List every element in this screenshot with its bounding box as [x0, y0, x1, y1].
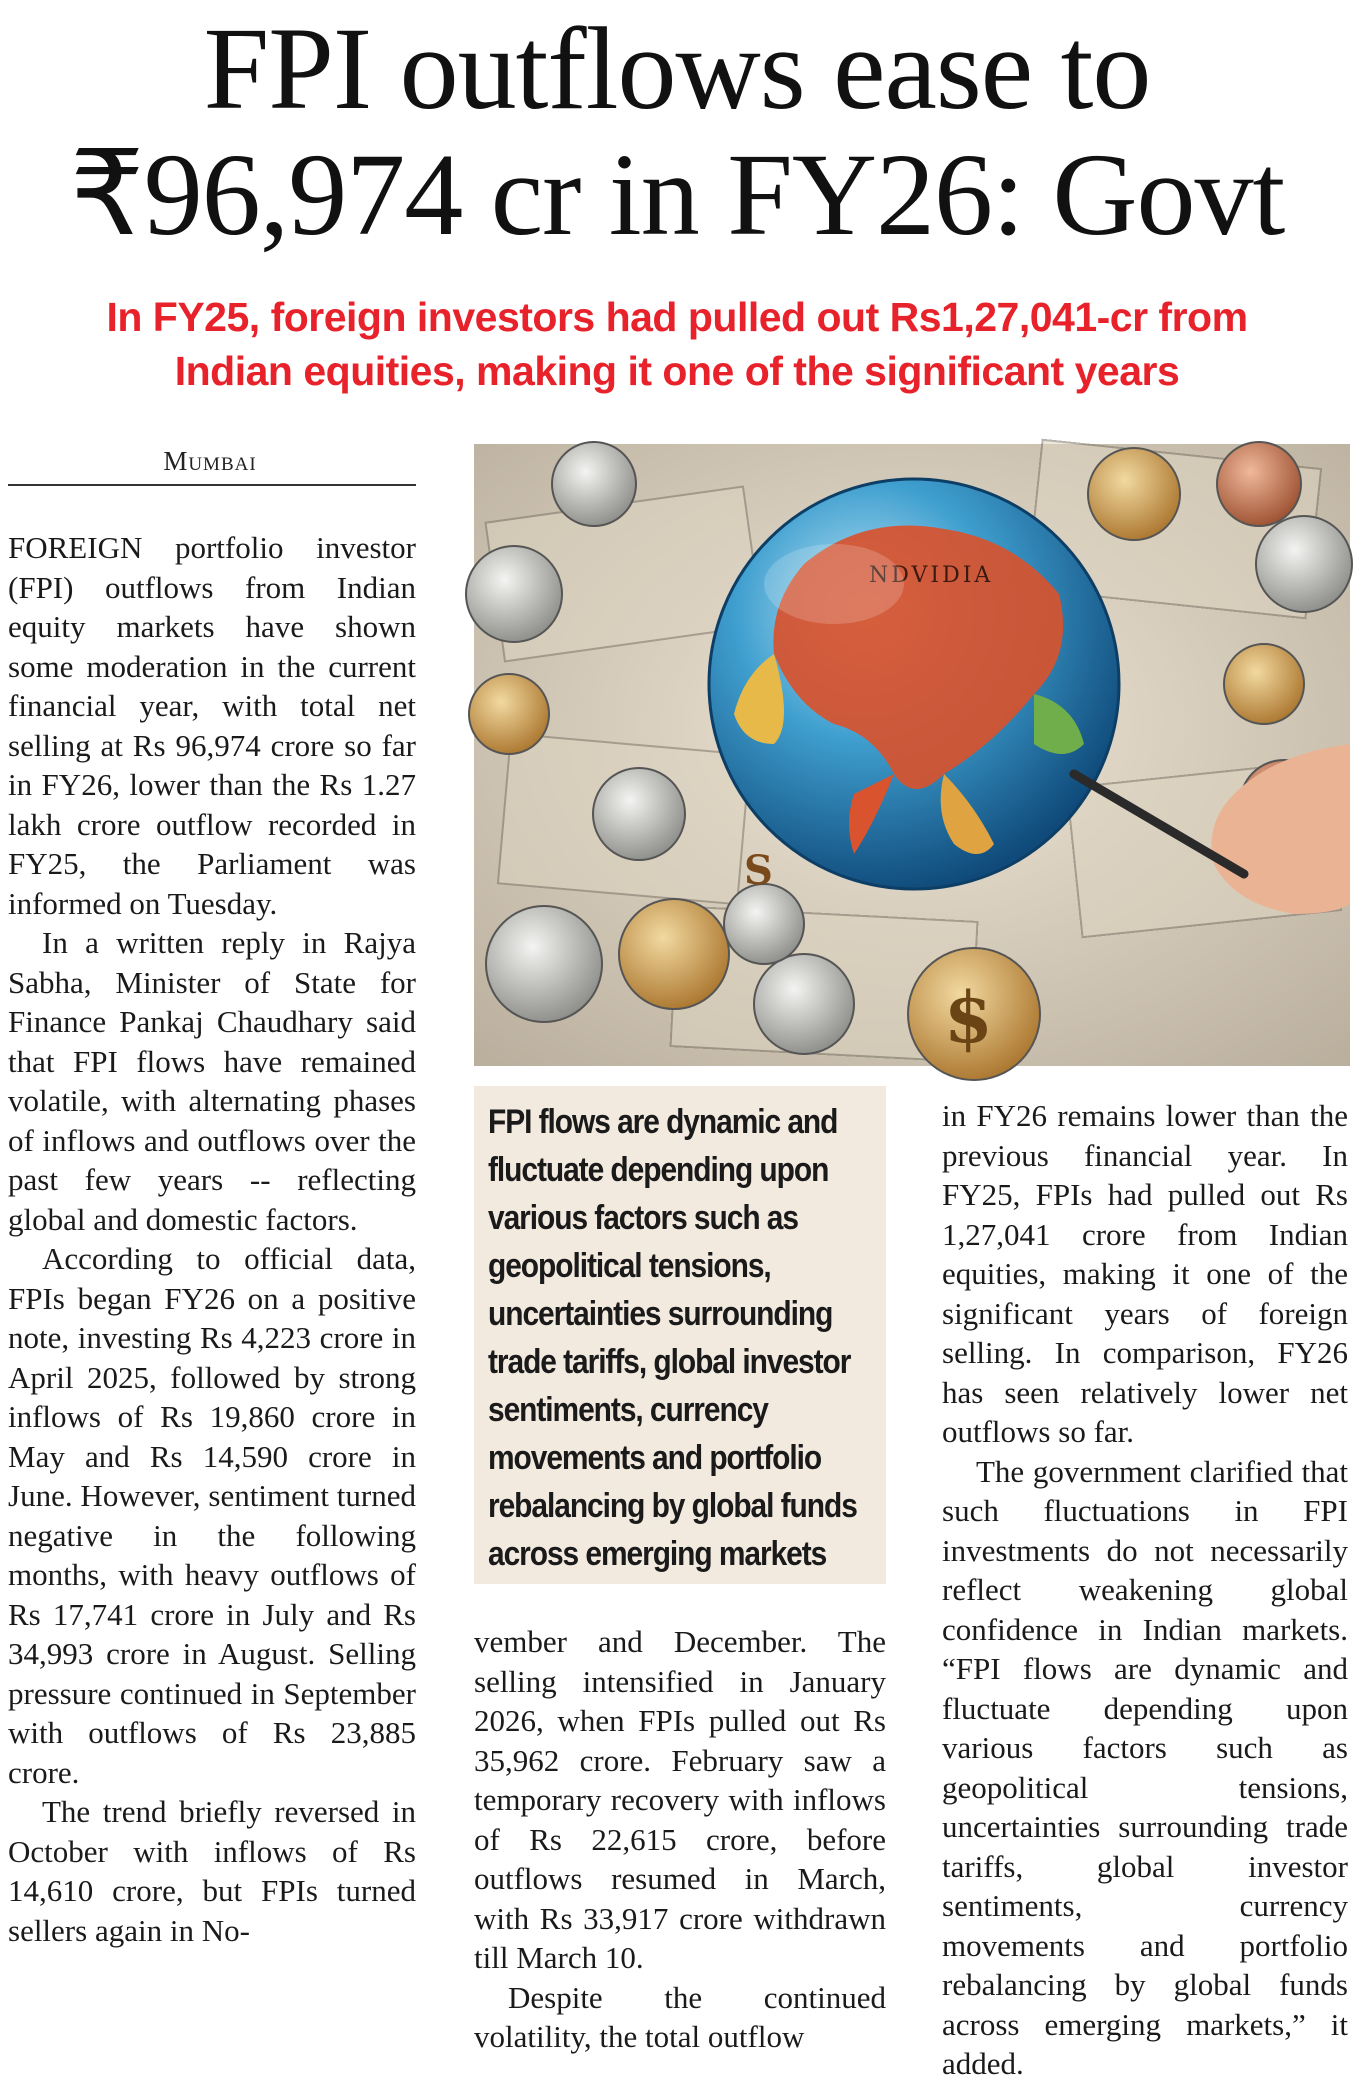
svg-text:S: S — [744, 847, 773, 894]
paragraph: The trend briefly reversed in October with inflows of Rs 14,610 crore, but FPIs turned sellers again in No- — [8, 1794, 416, 1948]
pull-quote — [474, 1086, 886, 1584]
article-column-3 — [942, 1096, 1348, 2081]
headline-line-1: FPI outflows ease to — [203, 3, 1151, 134]
paragraph: vember and December. The selling intensified in January 2026, when FPIs pulled out Rs 35,962 crore. February saw a temporary recovery with inflows of Rs 22,615 crore, before outflows resumed in March, with Rs 33,917 crore withdrawn till March 10. — [474, 1624, 886, 1975]
paragraph: According to official data, FPIs began FY26 on a positive note, investing Rs 4,223 crore in April 2025, followed by strong inflows of Rs 19,860 crore in May and Rs 14,590 crore in June. However, sentiment turned negative in the following months, with heavy outflows of Rs 17,741 crore in July and Rs 34,993 crore in August. Selling pressure continued in September with outflows of Rs 23,885 crore. — [8, 1241, 416, 1790]
paragraph: FOREIGN portfolio investor (FPI) outflows from Indian equity markets have shown some moderation in the current financial year, with total net selling at Rs 96,974 crore so far in FY26, lower than the Rs 1.27 lakh crore outflow recorded in FY25, the Parliament was informed on Tuesday. — [8, 530, 416, 921]
svg-text:$: $ — [944, 976, 993, 1059]
headline — [0, 3, 1354, 260]
headline-line-2: ₹96,974 cr in FY26: Govt — [69, 129, 1285, 260]
globe-coins-illustration — [474, 444, 1350, 1066]
subheadline-line-1: In FY25, foreign investors had pulled out Rs1,27,041-cr from — [106, 294, 1248, 340]
pull-quote-text: FPI flows are dynamic and fluctuate depending upon various factors such as geopolitical tensions, uncertainties surrounding trade tariffs, global investor sentiments, currency movements and portfolio rebalancing by global funds across emerging markets — [488, 1103, 857, 1573]
dateline-rule — [8, 484, 416, 486]
paragraph: In a written reply in Rajya Sabha, Minister of State for Finance Pankaj Chaudhary said that FPI flows have remained volatile, with alternating phases of inflows and outflows over the past few years -- reflecting global and domestic factors. — [8, 925, 416, 1237]
paragraph: The government clarified that such fluctuations in FPI investments do not necessarily reflect weakening global confidence in Indian markets. “FPI flows are dynamic and fluctuate depending upon various factors such as geopolitical tensions, uncertainties surrounding trade tariffs, global investor sentiments, currency movements and portfolio rebalancing by global funds across emerging markets,” it added. — [942, 1453, 1348, 2081]
paragraph: in FY26 remains lower than the previous financial year. In FY25, FPIs had pulled out Rs 1,27,041 crore from Indian equities, making it one of the significant years of foreign selling. In comparison, FY26 has seen relatively lower net outflows so far. — [942, 1098, 1348, 1449]
article-photo — [474, 444, 1350, 1066]
paragraph: Despite the continued volatility, the total outflow — [474, 1979, 886, 2054]
subheadline-line-2: Indian equities, making it one of the significant years — [174, 348, 1180, 394]
dateline: Mumbai — [163, 446, 257, 476]
article-column-2 — [474, 1622, 886, 2054]
article-column-1 — [8, 528, 416, 2054]
svg-text:NDVIDIA: NDVIDIA — [869, 563, 994, 588]
subheadline — [40, 290, 1314, 398]
